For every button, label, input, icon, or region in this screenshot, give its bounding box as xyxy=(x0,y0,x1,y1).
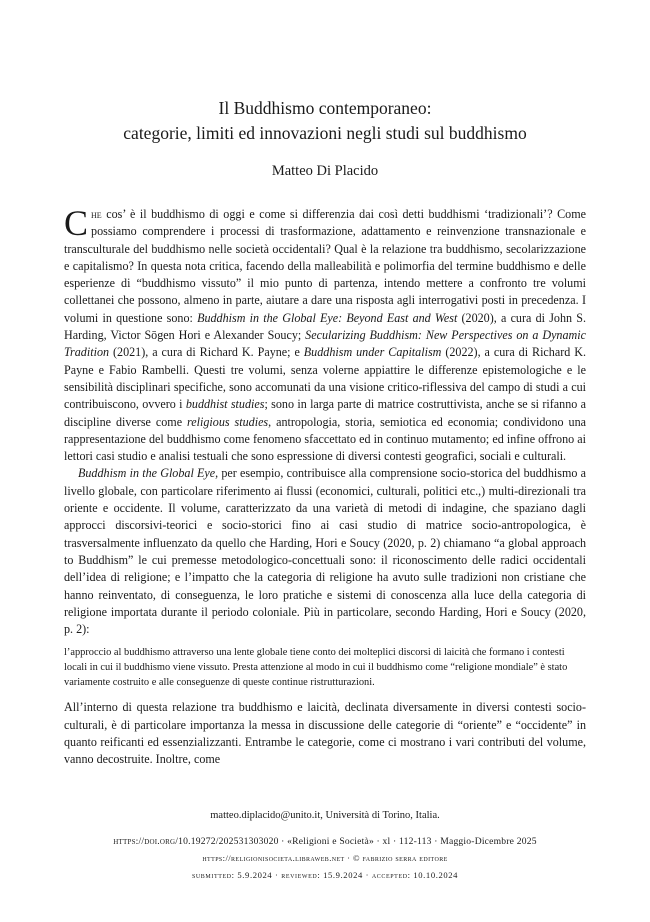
paragraph-1 xyxy=(64,203,587,465)
author-name: Matteo Di Placido xyxy=(271,163,379,179)
journal-info: · «Religioni e Società» · xl · 112-113 · Maggio-Dicembre 2025 xyxy=(278,836,537,847)
title-line-1: Il Buddhismo contemporaneo: xyxy=(218,98,432,118)
text-run: per esempio, contribuisce alla comprensione socio-storica del buddhismo a livello globale, con particolare riferimento ai flussi (economici, culturali, politici etc.,) multi-direzionali tra oriente e occidente. Il volume, caratterizzato da una varietà di metodi di indagine, che spaziano dagli approcci discorsivi-teorici e socio-storici fino ai casi studio di matrice socio-antropologica, è trasversalmente influenzato da quello che Harding, Hori e Soucy (2020, p. 2) chiamano “a global approach to Buddhism” le cui premesse metodologico-concettuali sono: il riconoscimento delle radici occidentali dell’idea di religione; e l’impatto che la categoria di religione ha avuto sulle tradizioni non cristiane che hanno reinventato, di conseguenza, le loro pratiche e sistemi di conoscenza alla luce della categoria di religione importata durante il periodo coloniale. Più in particolare, secondo Harding, Hori e Soucy (2020, p. 2): xyxy=(64,466,586,637)
block-quote: l’approccio al buddhismo attraverso una lente globale tiene conto dei molteplici discorsi di laicità che formano i contesti locali in cui il buddhismo viene vissuto. Presta attenzione al modo in cui il buddhismo come “religione mondiale” è stato variamente costruito e alle conseguenze di queste continue ristrutturazioni. xyxy=(64,647,568,688)
text-run: ; sono in larga parte di matrice costruttivista, anche se si rifanno a discipline diverse come xyxy=(64,397,587,429)
title-line-2: categorie, limiti ed innovazioni negli studi sul buddhismo xyxy=(123,123,527,143)
text-run: cos’ è il buddhismo di oggi e come si differenzia dai così detti buddhismi ‘tradizionali’? Come possiamo comprendere i processi di trasformazione, adattamento e reinvenzione transnazionale e transculturale del buddhismo nelle società occidentali? Qual è la relazione tra buddhismo, secolarizzazione e capitalismo? In questa nota critica, facendo della malleabilità e polimorfia del termine buddhismo e delle esperienze di “buddhismo vissuto” il mio punto di partenza, intendo mettere a confronto tre volumi collettanei che possono, almeno in parte, aiutare a dare una risposta agli interrogativi posti in precedenza. I volumi in questione sono: xyxy=(64,207,586,325)
doi-link[interactable]: https://doi.org/10.19272/202531303020 xyxy=(113,836,279,847)
text-run: (2020), a cura di John S. Harding, Victor Sōgen Hori e Alexander Soucy; xyxy=(64,310,586,343)
italic-term: buddhist studies xyxy=(185,397,265,412)
book-title: Buddhism under Capitalism xyxy=(303,345,442,360)
doi-line xyxy=(0,836,650,847)
book-title: Buddhism in the Global Eye: Beyond East and West xyxy=(197,310,458,325)
submission-dates: submitted: 5.9.2024 · reviewed: 15.9.2024 · accepted: 10.10.2024 xyxy=(191,870,459,880)
italic-term: religious studies xyxy=(187,414,269,429)
publisher-line[interactable]: https://religionisocieta.libraweb.net · © fabrizio serra editore xyxy=(202,853,448,863)
author-email-affiliation: matteo.diplacido@unito.it, Università di Torino, Italia. xyxy=(210,810,440,821)
book-title: Buddhism in the Global Eye, xyxy=(78,466,219,481)
article-title xyxy=(0,96,650,146)
book-title: Secularizing Buddhism: New Perspectives on a Dynamic Tradition xyxy=(64,328,586,360)
text-run: (2022), a cura di Richard K. Payne e Fabio Rambelli. Questi tre volumi, senza volerne appiattire le differenze epistemologiche e le sensibilità disciplinari specifiche, sono accomunati da una visione critico-riflessiva del campo di studi a cui contribuiscono, ovvero i xyxy=(64,345,586,412)
drop-cap: C xyxy=(64,203,89,243)
text-run: (2021), a cura di Richard K. Payne; e xyxy=(109,345,304,360)
article-body xyxy=(64,203,587,768)
text-run: , antropologia, storia, semiotica ed economia; condividono una rappresentazione del buddhismo come fenomeno sfaccettato ed in continuo mutamento; ed infine offrono ai lettori casi studio e analisi testuali che sono espressione di diversi contesti geografici, sociali e culturali. xyxy=(64,414,586,464)
small-caps-text: he xyxy=(91,207,102,221)
paragraph-2 xyxy=(64,465,586,638)
paragraph-3: All’interno di questa relazione tra buddhismo e laicità, declinata diversamente in diversi contesti socio-culturali, è di particolare importanza la messa in discussione delle categorie di “oriente” e “occidente” in quanto reificanti ed essenzializzanti. Entrambe le categorie, come ci mostrano i vari contributi del volume, vanno decostruite. Inoltre, come xyxy=(64,700,586,767)
